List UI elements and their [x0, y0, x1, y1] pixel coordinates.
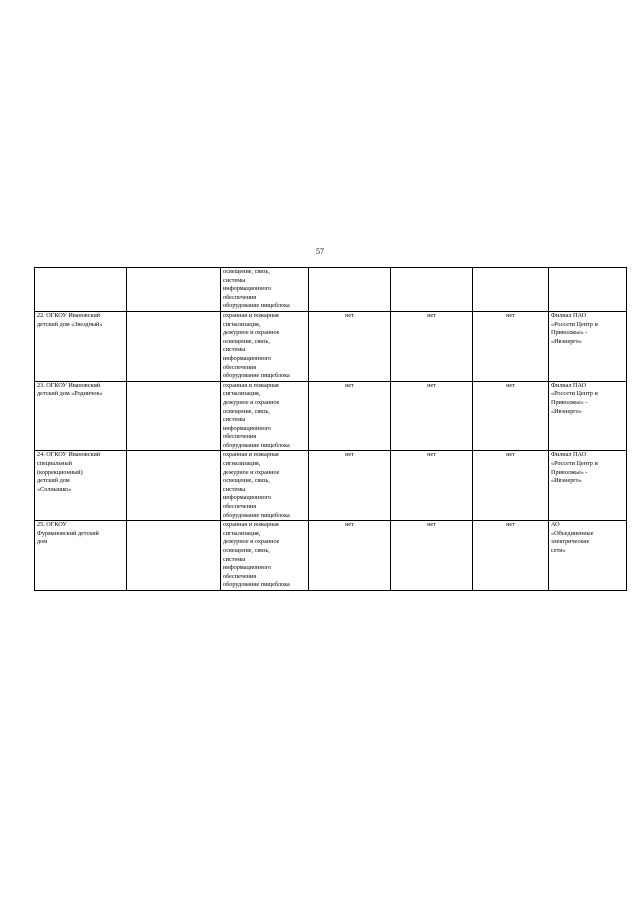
- systems-cell-line: обеспечения: [223, 363, 257, 371]
- systems-cell-line: информационного: [223, 285, 272, 293]
- systems-cell-line: обеспечения: [223, 293, 257, 301]
- systems-cell-line: освещение, связь,: [223, 407, 270, 415]
- systems-cell-line: освещение, связь,: [223, 268, 270, 275]
- systems-cell-line: сигнализация,: [223, 529, 261, 537]
- systems-cell-line: охранная и пожарная: [223, 381, 279, 389]
- institution-cell-line: «Солнышко»: [37, 485, 72, 493]
- availability-cell: [473, 268, 549, 312]
- supplier-cell-line: «Ивэнерго»: [551, 477, 582, 485]
- systems-cell-line: системы: [223, 416, 246, 424]
- supplier-cell-line: Филиал ПАО: [551, 451, 587, 459]
- systems-cell-line: дежурное и охранное: [223, 468, 280, 476]
- availability-cell: нет: [309, 381, 391, 451]
- page-number: 57: [316, 247, 324, 256]
- institution-cell: [35, 521, 127, 591]
- systems-cell-line: системы: [223, 276, 246, 284]
- supplier-cell-line: «Россети Центр и: [551, 460, 598, 468]
- systems-cell-line: сигнализация,: [223, 460, 261, 468]
- institution-cell: [35, 311, 127, 381]
- facilities-table: [34, 267, 627, 591]
- systems-cell: [221, 381, 309, 451]
- empty-cell: [127, 311, 221, 381]
- systems-cell-line: информационного: [223, 564, 272, 572]
- institution-cell-line: 24. ОГКОУ Ивановский: [37, 451, 101, 459]
- systems-cell: [221, 311, 309, 381]
- institution-cell-line: дом: [37, 538, 48, 546]
- availability-cell: нет: [391, 311, 473, 381]
- supplier-cell-line: Приволжье» -: [551, 329, 588, 337]
- availability-cell: нет: [473, 311, 549, 381]
- systems-cell-line: сигнализация,: [223, 320, 261, 328]
- supplier-cell-line: «Объединенные: [551, 529, 594, 537]
- systems-cell-line: оборудование пищеблока: [223, 441, 290, 449]
- systems-cell-line: дежурное и охранное: [223, 398, 280, 406]
- systems-cell-line: сигнализация,: [223, 390, 261, 398]
- supplier-cell: [549, 268, 627, 312]
- institution-cell-line: детский дом «Родничок»: [37, 390, 103, 398]
- empty-cell: [127, 268, 221, 312]
- supplier-cell: [549, 521, 627, 591]
- table-row: [35, 381, 627, 451]
- systems-cell-line: освещение, связь,: [223, 547, 270, 554]
- availability-cell: нет: [473, 451, 549, 521]
- institution-cell-line: Фурмановский детский: [37, 529, 99, 537]
- availability-cell: нет: [473, 521, 549, 591]
- systems-cell-line: охранная и пожарная: [223, 451, 279, 459]
- supplier-cell-line: «Ивэнерго»: [551, 407, 582, 415]
- supplier-cell-line: Приволжье» -: [551, 398, 588, 406]
- empty-cell: [127, 521, 221, 591]
- systems-cell-line: обеспечения: [223, 503, 257, 511]
- institution-cell-line: детский дом: [37, 477, 70, 485]
- systems-cell: [221, 521, 309, 591]
- availability-cell: [309, 268, 391, 312]
- supplier-cell: [549, 451, 627, 521]
- systems-cell-line: оборудование пищеблока: [223, 302, 290, 310]
- institution-cell-line: детский дом «Звездный»: [37, 320, 103, 328]
- systems-cell-line: оборудование пищеблока: [223, 511, 290, 519]
- systems-cell: [221, 451, 309, 521]
- systems-cell-line: информационного: [223, 424, 272, 432]
- supplier-cell-line: Филиал ПАО: [551, 381, 587, 389]
- supplier-cell-line: АО: [551, 521, 560, 529]
- table-row: [35, 451, 627, 521]
- supplier-cell-line: Филиал ПАО: [551, 311, 587, 319]
- supplier-cell-line: электрические: [551, 538, 590, 546]
- systems-cell-line: системы: [223, 346, 246, 354]
- systems-cell-line: системы: [223, 485, 246, 493]
- supplier-cell-line: «Ивэнерго»: [551, 337, 582, 345]
- empty-cell: [127, 381, 221, 451]
- supplier-cell: [549, 381, 627, 451]
- systems-cell-line: дежурное и охранное: [223, 538, 280, 546]
- systems-cell-line: дежурное и охранное: [223, 329, 280, 337]
- supplier-cell-line: «Россети Центр и: [551, 320, 598, 328]
- table-row: [35, 268, 627, 312]
- institution-cell-line: (коррекционный): [37, 468, 83, 476]
- empty-cell: [127, 451, 221, 521]
- supplier-cell-line: «Россети Центр и: [551, 390, 598, 398]
- systems-cell-line: охранная и пожарная: [223, 311, 279, 319]
- availability-cell: [391, 268, 473, 312]
- availability-cell: нет: [473, 381, 549, 451]
- institution-cell-line: специальный: [37, 460, 72, 468]
- availability-cell: нет: [391, 451, 473, 521]
- institution-cell-line: 25. ОГКОУ: [37, 521, 67, 529]
- table-row: [35, 521, 627, 591]
- availability-cell: нет: [391, 521, 473, 591]
- institution-cell: [35, 268, 127, 312]
- availability-cell: нет: [391, 381, 473, 451]
- systems-cell: [221, 268, 309, 312]
- institution-cell: [35, 451, 127, 521]
- systems-cell-line: оборудование пищеблока: [223, 372, 290, 380]
- supplier-cell: [549, 311, 627, 381]
- institution-cell-line: 23. ОГКОУ Ивановский: [37, 381, 101, 389]
- systems-cell-line: освещение, связь,: [223, 337, 270, 345]
- systems-cell-line: системы: [223, 555, 246, 563]
- table-row: [35, 311, 627, 381]
- availability-cell: нет: [309, 311, 391, 381]
- systems-cell-line: оборудование пищеблока: [223, 581, 290, 589]
- availability-cell: нет: [309, 451, 391, 521]
- supplier-cell-line: сети»: [551, 547, 566, 554]
- systems-cell-line: охранная и пожарная: [223, 521, 279, 529]
- supplier-cell-line: Приволжье» -: [551, 468, 588, 476]
- systems-cell-line: информационного: [223, 354, 272, 362]
- availability-cell: нет: [309, 521, 391, 591]
- institution-cell-line: 22. ОГКОУ Ивановский: [37, 311, 101, 319]
- systems-cell-line: обеспечения: [223, 572, 257, 580]
- systems-cell-line: освещение, связь,: [223, 477, 270, 485]
- systems-cell-line: информационного: [223, 494, 272, 502]
- systems-cell-line: обеспечения: [223, 433, 257, 441]
- institution-cell: [35, 381, 127, 451]
